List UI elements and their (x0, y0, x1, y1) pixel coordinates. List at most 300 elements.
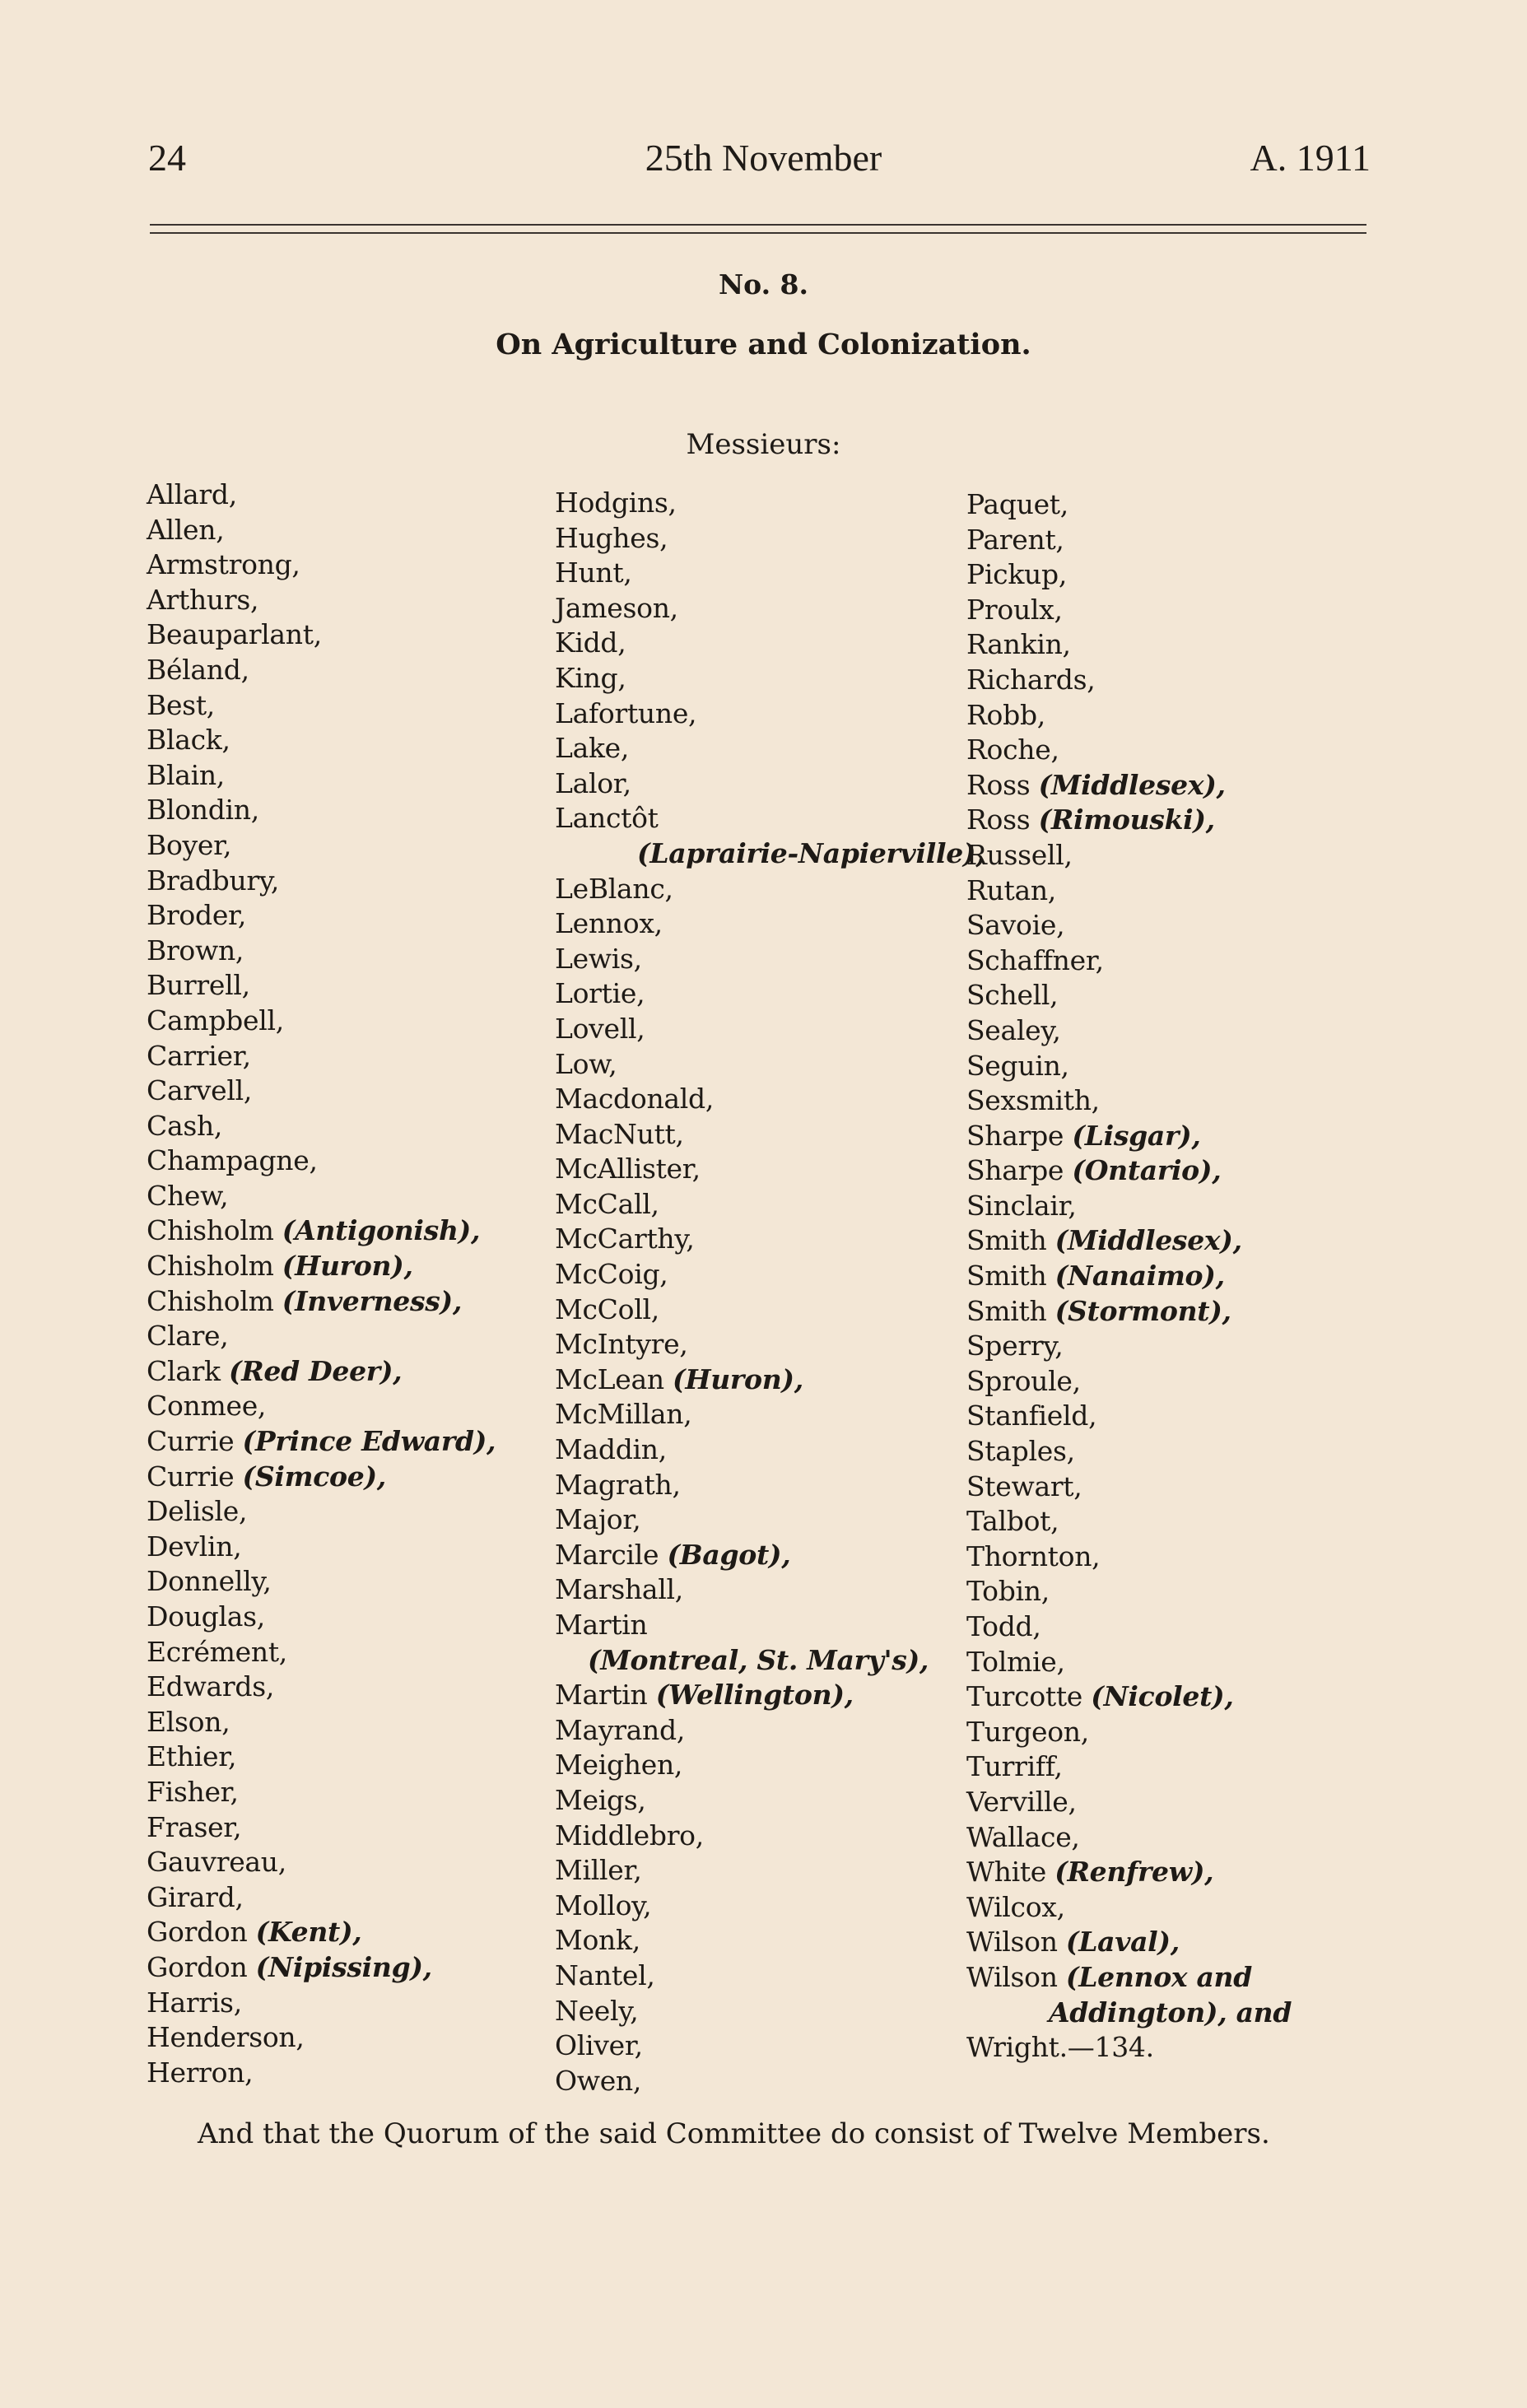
member-entry (966, 1715, 1292, 1750)
committee-number: No. 8. (718, 268, 809, 300)
member-column-1 (147, 477, 496, 2090)
member-entry (966, 1119, 1292, 1154)
member-entry (966, 1539, 1292, 1575)
member-name: Meigs, (555, 1783, 646, 1816)
member-name: Roche, (966, 734, 1059, 766)
running-head (0, 136, 1527, 185)
member-entry (966, 1960, 1292, 1996)
member-entry (555, 872, 985, 907)
member-entry (555, 731, 985, 766)
member-entry (966, 873, 1292, 909)
member-entry (966, 1855, 1292, 1890)
member-entry (147, 758, 496, 794)
member-entry (147, 1284, 496, 1320)
member-name: Lewis, (555, 942, 642, 975)
member-entry (555, 1117, 985, 1153)
member-name: Herron, (147, 2056, 254, 2089)
member-name: Sealey, (966, 1013, 1061, 1046)
member-name: Staples, (966, 1435, 1075, 1468)
member-entry (555, 1362, 985, 1398)
member-entry (555, 1397, 985, 1432)
member-constituency: (Kent), (255, 1916, 362, 1949)
member-entry (147, 2056, 496, 2091)
member-entry (147, 934, 496, 969)
member-constituency: (Renfrew), (1054, 1856, 1214, 1889)
member-entry (555, 661, 985, 696)
member-entry (966, 943, 1292, 979)
member-entry (147, 1249, 496, 1284)
member-entry (147, 1494, 496, 1530)
header-year: A. 1911 (1250, 137, 1371, 179)
member-constituency: (Antigonish), (282, 1214, 481, 1247)
member-entry (966, 1294, 1292, 1330)
member-name: Martin (555, 1679, 648, 1712)
member-entry (147, 1460, 496, 1495)
member-name: Fraser, (147, 1810, 242, 1843)
member-constituency: (Stormont), (1054, 1294, 1231, 1327)
member-entry (966, 1574, 1292, 1609)
member-constituency: (Red Deer), (228, 1354, 403, 1387)
member-entry (966, 523, 1292, 558)
member-name: Tolmie, (966, 1645, 1065, 1678)
member-name: McCall, (555, 1187, 659, 1220)
member-name: Chisholm (147, 1250, 274, 1283)
member-name: Molloy, (555, 1889, 652, 1921)
member-entry (966, 803, 1292, 838)
member-entry (147, 898, 496, 934)
member-entry (966, 978, 1292, 1013)
member-name: Monk, (555, 1924, 640, 1957)
member-entry (966, 1749, 1292, 1785)
member-name: Rutan, (966, 873, 1056, 906)
member-name: Delisle, (147, 1495, 248, 1528)
member-column-3 (966, 487, 1292, 2066)
member-entry (147, 1074, 496, 1109)
member-name: Martin (555, 1609, 648, 1641)
member-name: Schell, (966, 979, 1059, 1012)
member-entry (147, 653, 496, 688)
member-name: Sharpe (966, 1154, 1064, 1187)
member-entry (555, 1819, 985, 1854)
committee-title: On Agriculture and Colonization. (496, 328, 1031, 361)
member-name: Schaffner, (966, 943, 1104, 976)
member-name: Stewart, (966, 1469, 1082, 1502)
header-rule-top (150, 224, 1366, 226)
member-constituency: (Ontario), (1072, 1154, 1222, 1187)
member-entry (555, 696, 985, 732)
member-name: Robb, (966, 698, 1045, 731)
member-entry (147, 1319, 496, 1354)
member-name: Seguin, (966, 1049, 1069, 1082)
member-name: Allen, (147, 513, 225, 546)
member-entry (966, 1469, 1292, 1505)
member-entry (147, 1950, 496, 1986)
member-name: Sharpe (966, 1119, 1064, 1152)
member-name: Allard, (147, 478, 237, 510)
member-entry (555, 1257, 985, 1292)
member-entry (555, 1012, 985, 1047)
member-entry (147, 1213, 496, 1249)
member-entry (966, 1890, 1292, 1926)
member-constituency: (Wellington), (655, 1679, 854, 1712)
member-name: Hunt, (555, 557, 632, 589)
member-entry (147, 1109, 496, 1144)
member-name: Campbell, (147, 1004, 284, 1036)
member-entry (555, 1222, 985, 1257)
member-entry (966, 627, 1292, 663)
member-name: Carrier, (147, 1039, 251, 1072)
member-name: Kidd, (555, 626, 626, 659)
member-entry (966, 733, 1292, 768)
member-name: Ecrément, (147, 1635, 288, 1668)
member-name: Gauvreau, (147, 1846, 286, 1879)
member-name: Verville, (966, 1785, 1077, 1818)
member-name: Talbot, (966, 1505, 1059, 1538)
member-entry (966, 908, 1292, 943)
member-name: Turriff, (966, 1750, 1063, 1783)
member-name: Fisher, (147, 1775, 239, 1808)
member-name: Magrath, (555, 1468, 681, 1501)
member-name: Low, (555, 1047, 617, 1080)
salutation: Messieurs: (686, 428, 841, 461)
member-name: Champagne, (147, 1144, 318, 1177)
member-name: Smith (966, 1294, 1047, 1327)
member-name: Carvell, (147, 1074, 253, 1107)
member-entry (966, 557, 1292, 593)
member-name: Henderson, (147, 2021, 305, 2054)
member-entry (966, 1609, 1292, 1645)
member-entry (147, 1775, 496, 1810)
member-name: Stanfield, (966, 1400, 1097, 1432)
member-entry (147, 547, 496, 583)
member-entry (555, 766, 985, 802)
member-entry (555, 1713, 985, 1749)
member-constituency: (Nipissing), (255, 1950, 432, 1983)
member-entry (147, 793, 496, 828)
member-entry (555, 591, 985, 626)
member-entry (966, 1996, 1292, 2031)
member-name: Clark (147, 1354, 221, 1387)
member-name: Neely, (555, 1994, 639, 2027)
member-entry (555, 1468, 985, 1503)
member-entry (966, 1925, 1292, 1960)
member-entry (147, 1389, 496, 1424)
member-entry (555, 1047, 985, 1083)
member-name: Thornton, (966, 1539, 1101, 1572)
member-entry (966, 1645, 1292, 1680)
member-entry (555, 556, 985, 591)
member-name: Hodgins, (555, 487, 677, 519)
member-entry (147, 688, 496, 724)
member-entry (966, 698, 1292, 734)
member-name: Sperry, (966, 1330, 1064, 1362)
member-entry (147, 1986, 496, 2021)
member-entry (147, 2020, 496, 2056)
member-entry (966, 1083, 1292, 1119)
member-name: Savoie, (966, 909, 1065, 942)
member-name: Donnelly, (147, 1565, 272, 1598)
member-entry (966, 1434, 1292, 1469)
member-constituency: (Lennox and (1065, 1960, 1253, 1993)
member-entry (555, 906, 985, 942)
member-constituency: (Simcoe), (242, 1460, 386, 1493)
member-entry (555, 1783, 985, 1819)
member-name: Ross (966, 768, 1031, 801)
member-name: Rankin, (966, 628, 1071, 661)
member-name: Sproule, (966, 1364, 1081, 1397)
member-name: Harris, (147, 1986, 242, 2019)
member-name: Lanctôt (555, 802, 659, 835)
member-entry (966, 1153, 1292, 1189)
member-entry (555, 1187, 985, 1223)
member-entry (147, 1354, 496, 1390)
member-name: Major, (555, 1503, 641, 1536)
member-entry (147, 1004, 496, 1039)
member-name: Turcotte (966, 1680, 1083, 1713)
member-name: Miller, (555, 1854, 642, 1887)
member-entry (147, 968, 496, 1004)
member-name: McColl, (555, 1292, 659, 1325)
member-name: Armstrong, (147, 548, 300, 581)
member-entry (147, 1810, 496, 1846)
member-name: Lalor, (555, 766, 631, 799)
member-entry (147, 1179, 496, 1214)
member-name: Lafortune, (555, 696, 697, 729)
member-entry (966, 1259, 1292, 1294)
member-entry (147, 583, 496, 618)
member-entry (147, 1635, 496, 1670)
page-number: 24 (148, 137, 186, 179)
member-name: LeBlanc, (555, 872, 673, 905)
member-name: McCoig, (555, 1258, 668, 1291)
member-entry (555, 836, 985, 872)
member-constituency: Addington), and (1049, 1996, 1292, 2028)
member-name: Best, (147, 688, 215, 721)
member-constituency: (Prince Edward), (242, 1425, 496, 1458)
member-name: Broder, (147, 899, 247, 932)
member-entry (147, 1845, 496, 1880)
member-name: Ross (966, 803, 1031, 836)
member-name: Smith (966, 1260, 1047, 1292)
member-name: Hughes, (555, 521, 668, 554)
member-name: Turgeon, (966, 1715, 1089, 1748)
member-name: McLean (555, 1362, 664, 1395)
member-entry (147, 864, 496, 899)
member-entry (966, 1049, 1292, 1084)
member-entry (555, 521, 985, 557)
member-name: Wilson (966, 1960, 1058, 1993)
member-name: Lortie, (555, 977, 645, 1010)
member-entry (147, 513, 496, 548)
member-name: Oliver, (555, 2029, 643, 2062)
member-name: Owen, (555, 2064, 642, 2097)
member-entry (555, 1994, 985, 2029)
member-name: White (966, 1856, 1047, 1889)
member-constituency: (Middlesex), (1054, 1224, 1242, 1257)
member-name: Burrell, (147, 969, 250, 1002)
member-name: Marcile (555, 1538, 659, 1571)
member-entry (147, 1740, 496, 1775)
member-column-2 (555, 486, 985, 2098)
member-name: Mayrand, (555, 1713, 686, 1746)
member-entry (966, 1820, 1292, 1856)
member-name: Chisholm (147, 1284, 274, 1317)
member-name: Brown, (147, 934, 244, 966)
member-entry (966, 2030, 1292, 2066)
member-name: Douglas, (147, 1600, 265, 1633)
member-name: Boyer, (147, 828, 232, 861)
member-entry (147, 617, 496, 653)
member-entry (966, 1399, 1292, 1434)
header-date: 25th November (645, 137, 882, 179)
member-name: McAllister, (555, 1153, 701, 1185)
member-entry (555, 1959, 985, 1994)
member-entry (555, 1643, 985, 1679)
member-entry (555, 1432, 985, 1468)
member-name: Sinclair, (966, 1189, 1077, 1222)
member-constituency: (Rimouski), (1038, 803, 1215, 836)
member-name: Lovell, (555, 1012, 645, 1045)
member-name: Gordon (147, 1916, 248, 1949)
member-entry (555, 1082, 985, 1117)
member-name: Smith (966, 1224, 1047, 1257)
member-name: Russell, (966, 838, 1073, 871)
member-constituency: (Nicolet), (1091, 1680, 1234, 1713)
member-name: Elson, (147, 1705, 230, 1738)
member-name: Lennox, (555, 907, 663, 940)
member-name: Currie (147, 1460, 235, 1493)
member-entry (555, 1678, 985, 1713)
member-name: Todd, (966, 1610, 1041, 1642)
member-name: Clare, (147, 1320, 229, 1353)
member-name: Wilcox, (966, 1890, 1065, 1923)
member-entry (147, 1670, 496, 1705)
member-name: Conmee, (147, 1390, 267, 1423)
member-name: Ethier, (147, 1740, 237, 1773)
quorum-statement: And that the Quorum of the said Committee do consist of Twelve Members. (198, 2117, 1270, 2150)
member-name: McMillan, (555, 1398, 692, 1431)
member-name: Middlebro, (555, 1819, 704, 1851)
member-entry (555, 942, 985, 977)
member-entry (147, 1705, 496, 1740)
member-name: King, (555, 661, 626, 694)
member-constituency: (Nanaimo), (1054, 1260, 1225, 1292)
member-entry (555, 1889, 985, 1924)
member-entry (147, 477, 496, 513)
member-constituency: (Bagot), (667, 1538, 791, 1571)
member-name: Wilson (966, 1926, 1058, 1959)
member-entry (147, 1564, 496, 1600)
member-entry (555, 1608, 985, 1643)
member-name: Wallace, (966, 1820, 1080, 1853)
header-rule-bottom (150, 232, 1366, 234)
member-name: Nantel, (555, 1959, 655, 1991)
member-name: Wright.—134. (966, 2031, 1154, 2064)
member-name: Bradbury, (147, 864, 280, 897)
member-name: Blain, (147, 758, 225, 791)
member-entry (555, 1538, 985, 1573)
member-entry (555, 2064, 985, 2099)
member-name: McCarthy, (555, 1223, 695, 1255)
member-name: Macdonald, (555, 1083, 715, 1116)
member-entry (966, 1679, 1292, 1715)
member-entry (966, 768, 1292, 803)
member-name: Chisholm (147, 1214, 274, 1247)
member-entry (966, 838, 1292, 873)
member-name: Maddin, (555, 1433, 667, 1466)
member-entry (147, 1530, 496, 1565)
member-name: Gordon (147, 1950, 248, 1983)
member-constituency: (Laprairie-Napierville), (637, 836, 985, 869)
member-name: McIntyre, (555, 1328, 688, 1361)
member-name: Blondin, (147, 794, 259, 827)
member-entry (966, 1504, 1292, 1539)
member-constituency: (Huron), (673, 1362, 803, 1395)
member-name: Meighen, (555, 1749, 683, 1782)
member-entry (966, 1013, 1292, 1049)
member-entry (966, 1364, 1292, 1400)
member-name: Tobin, (966, 1575, 1050, 1608)
member-constituency: (Lisgar), (1072, 1119, 1201, 1152)
member-constituency: (Montreal, St. Mary's), (588, 1643, 929, 1676)
member-entry (966, 1189, 1292, 1224)
member-entry (147, 1424, 496, 1460)
member-entry (555, 1152, 985, 1187)
member-name: Proulx, (966, 593, 1063, 626)
member-entry (147, 1915, 496, 1950)
member-entry (555, 1572, 985, 1608)
member-entry (147, 723, 496, 758)
member-name: Edwards, (147, 1670, 275, 1703)
member-name: Paquet, (966, 488, 1068, 520)
member-entry (147, 1880, 496, 1916)
member-entry (147, 1039, 496, 1074)
member-name: Sexsmith, (966, 1084, 1100, 1117)
member-entry (555, 801, 985, 836)
member-entry (966, 593, 1292, 628)
member-entry (555, 976, 985, 1012)
member-name: Beauparlant, (147, 618, 322, 651)
member-name: Girard, (147, 1880, 244, 1913)
member-entry (555, 1853, 985, 1889)
member-name: Black, (147, 724, 230, 757)
member-name: MacNutt, (555, 1117, 684, 1150)
member-entry (966, 1329, 1292, 1364)
member-entry (555, 1748, 985, 1783)
member-entry (555, 626, 985, 661)
member-name: Jameson, (555, 591, 678, 624)
member-name: Arthurs, (147, 583, 259, 616)
member-name: Richards, (966, 663, 1096, 696)
member-entry (147, 1143, 496, 1179)
member-entry (555, 486, 985, 521)
member-name: Pickup, (966, 558, 1068, 591)
member-constituency: (Inverness), (282, 1284, 463, 1317)
member-name: Lake, (555, 732, 630, 765)
member-entry (555, 2028, 985, 2064)
member-entry (555, 1292, 985, 1328)
member-entry (966, 1785, 1292, 1820)
member-entry (147, 1600, 496, 1635)
member-entry (966, 1223, 1292, 1259)
member-name: Chew, (147, 1179, 229, 1212)
member-name: Marshall, (555, 1573, 683, 1606)
member-entry (555, 1502, 985, 1538)
member-name: Currie (147, 1425, 235, 1458)
member-name: Parent, (966, 523, 1064, 556)
member-entry (555, 1327, 985, 1362)
member-constituency: (Laval), (1065, 1926, 1180, 1959)
